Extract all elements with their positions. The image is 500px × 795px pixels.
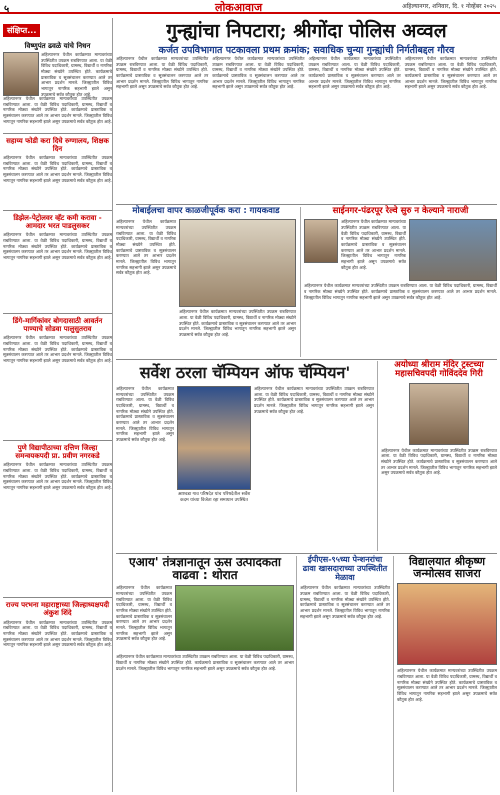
brief-headline: राज्य परभना महाराष्ट्राच्या जिल्हाध्यक्षपदी अंकुश शिंदे	[5, 601, 110, 618]
sarvesh-text: अहिल्यानगर येथील कार्यक्रमात मान्यवरांच्या उपस्थितीत उपक्रम राबविण्यात आला. या वेळी विविध पदाधिकारी, ग्रामस्थ, विद्यार्थी व नागरिक मोठ्या संख्येने उपस्थित होते. कार्यक्रमाचे प्रास्ताविक व सूत्रसंचालन करण्यात आले तर आभार प्रदर्शन मानले. जिल्ह्यातील विविध भागातून नागरिक सहभागी झाले असून उपक्रमाचे सर्वत्र कौतुक होत आहे.	[254, 386, 374, 414]
winner-photo	[177, 386, 251, 490]
portrait-photo	[409, 383, 469, 445]
sarvesh-story	[116, 361, 374, 551]
lead-headline: गुन्ह्यांचा निपटारा; श्रीगोंदा पोलिस अव्वल	[166, 20, 447, 42]
celebration-photo	[397, 583, 497, 665]
briefs-tag: संक्षिप्त...	[3, 24, 40, 37]
sarvesh-headline: सर्वेश ठरला चॅम्पियन ऑफ चॅम्पियन'	[139, 363, 351, 382]
ayodhya-text: अहिल्यानगर येथील कार्यक्रमात मान्यवरांच्या उपस्थितीत उपक्रम राबविण्यात आला. या वेळी विविध पदाधिकारी, ग्रामस्थ, विद्यार्थी व नागरिक मोठ्या संख्येने उपस्थित होते. कार्यक्रमाचे प्रास्ताविक व सूत्रसंचालन करण्यात आले तर आभार प्रदर्शन मानले. जिल्ह्यातील विविध भागातून नागरिक सहभागी झाले असून उपक्रमाचे सर्वत्र कौतुक होत आहे.	[381, 447, 497, 476]
portrait-photo	[3, 52, 39, 96]
mobile-text: अहिल्यानगर येथील कार्यक्रमात मान्यवरांच्या उपस्थितीत उपक्रम राबविण्यात आला. या वेळी विविध पदाधिकारी, ग्रामस्थ, विद्यार्थी व नागरिक मोठ्या संख्येने उपस्थित होते. कार्यक्रमाचे प्रास्ताविक व सूत्रसंचालन करण्यात आले तर आभार प्रदर्शन मानले. जिल्ह्यातील विविध भागातून नागरिक सहभागी झाले असून उपक्रमाचे सर्वत्र कौतुक होत आहे.	[116, 219, 176, 276]
eyay-story	[116, 556, 294, 792]
eyay-text: अहिल्यानगर येथील कार्यक्रमात मान्यवरांच्या उपस्थितीत उपक्रम राबविण्यात आला. या वेळी विविध पदाधिकारी, ग्रामस्थ, विद्यार्थी व नागरिक मोठ्या संख्येने उपस्थित होते. कार्यक्रमाचे प्रास्ताविक व सूत्रसंचालन करण्यात आले तर आभार प्रदर्शन मानले. जिल्ह्यातील विविध भागातून नागरिक सहभागी झाले असून उपक्रमाचे सर्वत्र कौतुक होत आहे.	[116, 654, 294, 671]
eyay-text: अहिल्यानगर येथील कार्यक्रमात मान्यवरांच्या उपस्थितीत उपक्रम राबविण्यात आला. या वेळी विविध पदाधिकारी, ग्रामस्थ, विद्यार्थी व नागरिक मोठ्या संख्येने उपस्थित होते. कार्यक्रमाचे प्रास्ताविक व सूत्रसंचालन करण्यात आले तर आभार प्रदर्शन मानले. जिल्ह्यातील विविध भागातून नागरिक सहभागी झाले असून उपक्रमाचे सर्वत्र कौतुक होत आहे.	[116, 585, 172, 642]
eyay-headline: एआय' तंत्रज्ञानातून ऊस उत्पादकता वाढवा : थोरात	[128, 555, 282, 583]
newspaper-brand: लोकआवाज	[215, 1, 263, 14]
brief-headline: डिझेल-पेट्रोलवर व्हॅट कमी करावा - आमदार भरत पाडलुसकर	[13, 214, 102, 231]
brief-text: अहिल्यानगर येथील कार्यक्रमात मान्यवरांच्या उपस्थितीत उपक्रम राबविण्यात आला. या वेळी विविध पदाधिकारी, ग्रामस्थ, विद्यार्थी व नागरिक मोठ्या संख्येने उपस्थित होते. कार्यक्रमाचे प्रास्ताविक व सूत्रसंचालन करण्यात आले तर आभार प्रदर्शन मानले. जिल्ह्यातील विविध भागातून नागरिक सहभागी झाले असून उपक्रमाचे सर्वत्र कौतुक होत आहे.	[3, 155, 112, 183]
lead-text-col: अहिल्यानगर येथील कार्यक्रमात मान्यवरांच्या उपस्थितीत उपक्रम राबविण्यात आला. या वेळी विविध पदाधिकारी, ग्रामस्थ, विद्यार्थी व नागरिक मोठ्या संख्येने उपस्थित होते. कार्यक्रमाचे प्रास्ताविक व सूत्रसंचालन करण्यात आले तर आभार प्रदर्शन मानले. जिल्ह्यातील विविध भागातून नागरिक सहभागी झाले असून उपक्रमाचे सर्वत्र कौतुक होत आहे.	[116, 56, 209, 90]
brief-text: अहिल्यानगर येथील कार्यक्रमात मान्यवरांच्या उपस्थितीत उपक्रम राबविण्यात आला. या वेळी विविध पदाधिकारी, ग्रामस्थ, विद्यार्थी व नागरिक मोठ्या संख्येने उपस्थित होते. कार्यक्रमाचे प्रास्ताविक व सूत्रसंचालन करण्यात आले तर आभार प्रदर्शन मानले. जिल्ह्यातील विविध भागातून नागरिक सहभागी झाले असून उपक्रमाचे सर्वत्र कौतुक होत आहे.	[41, 52, 112, 97]
brief-text: अहिल्यानगर येथील कार्यक्रमात मान्यवरांच्या उपस्थितीत उपक्रम राबविण्यात आला. या वेळी विविध पदाधिकारी, ग्रामस्थ, विद्यार्थी व नागरिक मोठ्या संख्येने उपस्थित होते. कार्यक्रमाचे प्रास्ताविक व सूत्रसंचालन करण्यात आले तर आभार प्रदर्शन मानले. जिल्ह्यातील विविध भागातून नागरिक सहभागी झाले असून उपक्रमाचे सर्वत्र कौतुक होत आहे.	[3, 232, 112, 260]
brief-headline: पुणे विद्यापीठाच्या दत्तिण जिल्हा समन्वयकपदी प्रा. प्रवीण नगरकडे	[15, 444, 100, 461]
ayodhya-headline: अयोध्या श्रीराम मंदिर ट्रस्टच्या महासचिवपदी गोविंददेव गिरी	[394, 360, 484, 380]
train-photo	[409, 219, 497, 281]
event-photo	[179, 219, 296, 307]
brief-text: अहिल्यानगर येथील कार्यक्रमात मान्यवरांच्या उपस्थितीत उपक्रम राबविण्यात आला. या वेळी विविध पदाधिकारी, ग्रामस्थ, विद्यार्थी व नागरिक मोठ्या संख्येने उपस्थित होते. कार्यक्रमाचे प्रास्ताविक व सूत्रसंचालन करण्यात आले तर आभार प्रदर्शन मानले. जिल्ह्यातील विविध भागातून नागरिक सहभागी झाले असून उपक्रमाचे सर्वत्र कौतुक होत आहे.	[3, 619, 112, 648]
sainagar-headline: साईनगर-पंढरपूर रेल्वे सुरु न केल्याने नाराजी	[332, 206, 469, 216]
mobile-headline: मोबाईलचा वापर काळजीपूर्वक करा : गायकवाड	[132, 206, 280, 216]
brief-text: अहिल्यानगर येथील कार्यक्रमात मान्यवरांच्या उपस्थितीत उपक्रम राबविण्यात आला. या वेळी विविध पदाधिकारी, ग्रामस्थ, विद्यार्थी व नागरिक मोठ्या संख्येने उपस्थित होते. कार्यक्रमाचे प्रास्ताविक व सूत्रसंचालन करण्यात आले तर आभार प्रदर्शन मानले. जिल्ह्यातील विविध भागातून नागरिक सहभागी झाले असून उपक्रमाचे सर्वत्र कौतुक होत आहे.	[3, 96, 112, 124]
brief-headline: सहाय्य फोडी करा दिघे रुग्णालय, शिक्षक दिन	[6, 137, 109, 154]
sainagar-text: अहिल्यानगर येथील कार्यक्रमात मान्यवरांच्या उपस्थितीत उपक्रम राबविण्यात आला. या वेळी विविध पदाधिकारी, ग्रामस्थ, विद्यार्थी व नागरिक मोठ्या संख्येने उपस्थित होते. कार्यक्रमाचे प्रास्ताविक व सूत्रसंचालन करण्यात आले तर आभार प्रदर्शन मानले. जिल्ह्यातील विविध भागातून नागरिक सहभागी झाले असून उपक्रमाचे सर्वत्र कौतुक होत आहे.	[304, 283, 497, 300]
sugarcane-photo	[175, 585, 294, 651]
lead-subheadline: कर्जत उपविभागात पटकावला प्रथम क्रमांक; सवाधिक चुन्या गुन्ह्यांची निर्गतीबद्दल गौरव	[158, 45, 455, 56]
mobile-story	[116, 207, 296, 357]
brief-headline: विष्णुपंत ढवळे यांचे निधन	[24, 42, 91, 50]
brief-text: अहिल्यानगर येथील कार्यक्रमात मान्यवरांच्या उपस्थितीत उपक्रम राबविण्यात आला. या वेळी विविध पदाधिकारी, ग्रामस्थ, विद्यार्थी व नागरिक मोठ्या संख्येने उपस्थित होते. कार्यक्रमाचे प्रास्ताविक व सूत्रसंचालन करण्यात आले तर आभार प्रदर्शन मानले. जिल्ह्यातील विविध भागातून नागरिक सहभागी झाले असून उपक्रमाचे सर्वत्र कौतुक होत आहे.	[3, 335, 112, 364]
masthead	[0, 0, 500, 14]
epfs-story	[296, 556, 390, 792]
brief-text: अहिल्यानगर येथील कार्यक्रमात मान्यवरांच्या उपस्थितीत उपक्रम राबविण्यात आला. या वेळी विविध पदाधिकारी, ग्रामस्थ, विद्यार्थी व नागरिक मोठ्या संख्येने उपस्थित होते. कार्यक्रमाचे प्रास्ताविक व सूत्रसंचालन करण्यात आले तर आभार प्रदर्शन मानले. जिल्ह्यातील विविध भागातून नागरिक सहभागी झाले असून उपक्रमाचे सर्वत्र कौतुक होत आहे.	[3, 462, 112, 491]
page-number: ५	[4, 4, 10, 15]
lead-text-col: अहिल्यानगर येथील कार्यक्रमात मान्यवरांच्या उपस्थितीत उपक्रम राबविण्यात आला. या वेळी विविध पदाधिकारी, ग्रामस्थ, विद्यार्थी व नागरिक मोठ्या संख्येने उपस्थित होते. कार्यक्रमाचे प्रास्ताविक व सूत्रसंचालन करण्यात आले तर आभार प्रदर्शन मानले. जिल्ह्यातील विविध भागातून नागरिक सहभागी झाले असून उपक्रमाचे सर्वत्र कौतुक होत आहे.	[404, 56, 497, 90]
vidyalaya-text: अहिल्यानगर येथील कार्यक्रमात मान्यवरांच्या उपस्थितीत उपक्रम राबविण्यात आला. या वेळी विविध पदाधिकारी, ग्रामस्थ, विद्यार्थी व नागरिक मोठ्या संख्येने उपस्थित होते. कार्यक्रमाचे प्रास्ताविक व सूत्रसंचालन करण्यात आले तर आभार प्रदर्शन मानले. जिल्ह्यातील विविध भागातून नागरिक सहभागी झाले असून उपक्रमाचे सर्वत्र कौतुक होत आहे.	[397, 668, 497, 702]
lead-body	[116, 56, 497, 202]
portrait-photo	[304, 219, 338, 263]
brief-headline: डिंगे-मार्गिकांवर बोगदासाठी आवर्तन पाण्याचे सोडवा पालुसुतराव	[12, 317, 103, 334]
vidyalaya-headline: विद्यालयात श्रीकृष्ण जन्मोत्सव साजरा	[408, 555, 486, 581]
lead-text-col: अहिल्यानगर येथील कार्यक्रमात मान्यवरांच्या उपस्थितीत उपक्रम राबविण्यात आला. या वेळी विविध पदाधिकारी, ग्रामस्थ, विद्यार्थी व नागरिक मोठ्या संख्येने उपस्थित होते. कार्यक्रमाचे प्रास्ताविक व सूत्रसंचालन करण्यात आले तर आभार प्रदर्शन मानले. जिल्ह्यातील विविध भागातून नागरिक सहभागी झाले असून उपक्रमाचे सर्वत्र कौतुक होत आहे.	[308, 56, 401, 90]
sainagar-story	[300, 207, 497, 357]
dateline: अहिल्यानगर, शनिवार, दि. १ नोव्हेंबर २०२५	[402, 3, 496, 10]
sarvesh-text: अहिल्यानगर येथील कार्यक्रमात मान्यवरांच्या उपस्थितीत उपक्रम राबविण्यात आला. या वेळी विविध पदाधिकारी, ग्रामस्थ, विद्यार्थी व नागरिक मोठ्या संख्येने उपस्थित होते. कार्यक्रमाचे प्रास्ताविक व सूत्रसंचालन करण्यात आले तर आभार प्रदर्शन मानले. जिल्ह्यातील विविध भागातून नागरिक सहभागी झाले असून उपक्रमाचे सर्वत्र कौतुक होत आहे.	[116, 386, 174, 443]
photo-caption: आष्टवडा गाव परिषदेत यांच परिषदेतील सर्वेश कदम यांच्या विजेता रहा समाधान उपस्थित	[177, 492, 251, 503]
lead-text-col: अहिल्यानगर येथील कार्यक्रमात मान्यवरांच्या उपस्थितीत उपक्रम राबविण्यात आला. या वेळी विविध पदाधिकारी, ग्रामस्थ, विद्यार्थी व नागरिक मोठ्या संख्येने उपस्थित होते. कार्यक्रमाचे प्रास्ताविक व सूत्रसंचालन करण्यात आले तर आभार प्रदर्शन मानले. जिल्ह्यातील विविध भागातून नागरिक सहभागी झाले असून उपक्रमाचे सर्वत्र कौतुक होत आहे.	[212, 56, 305, 90]
sainagar-text: अहिल्यानगर येथील कार्यक्रमात मान्यवरांच्या उपस्थितीत उपक्रम राबविण्यात आला. या वेळी विविध पदाधिकारी, ग्रामस्थ, विद्यार्थी व नागरिक मोठ्या संख्येने उपस्थित होते. कार्यक्रमाचे प्रास्ताविक व सूत्रसंचालन करण्यात आले तर आभार प्रदर्शन मानले. जिल्ह्यातील विविध भागातून नागरिक सहभागी झाले असून उपक्रमाचे सर्वत्र कौतुक होत आहे.	[341, 219, 406, 270]
epfs-headline: ईपीएस-९५च्या पेन्शनरांचा ढावा खासदाराच्या उपस्थितीत मेळावा	[302, 555, 388, 582]
epfs-text: अहिल्यानगर येथील कार्यक्रमात मान्यवरांच्या उपस्थितीत उपक्रम राबविण्यात आला. या वेळी विविध पदाधिकारी, ग्रामस्थ, विद्यार्थी व नागरिक मोठ्या संख्येने उपस्थित होते. कार्यक्रमाचे प्रास्ताविक व सूत्रसंचालन करण्यात आले तर आभार प्रदर्शन मानले. जिल्ह्यातील विविध भागातून नागरिक सहभागी झाले असून उपक्रमाचे सर्वत्र कौतुक होत आहे.	[300, 585, 390, 619]
sidebar-briefs	[3, 18, 113, 792]
ayodhya-story	[377, 361, 497, 551]
vidyalaya-story	[393, 556, 497, 792]
mobile-text: अहिल्यानगर येथील कार्यक्रमात मान्यवरांच्या उपस्थितीत उपक्रम राबविण्यात आला. या वेळी विविध पदाधिकारी, ग्रामस्थ, विद्यार्थी व नागरिक मोठ्या संख्येने उपस्थित होते. कार्यक्रमाचे प्रास्ताविक व सूत्रसंचालन करण्यात आले तर आभार प्रदर्शन मानले. जिल्ह्यातील विविध भागातून नागरिक सहभागी झाले असून उपक्रमाचे सर्वत्र कौतुक होत आहे.	[179, 309, 296, 338]
